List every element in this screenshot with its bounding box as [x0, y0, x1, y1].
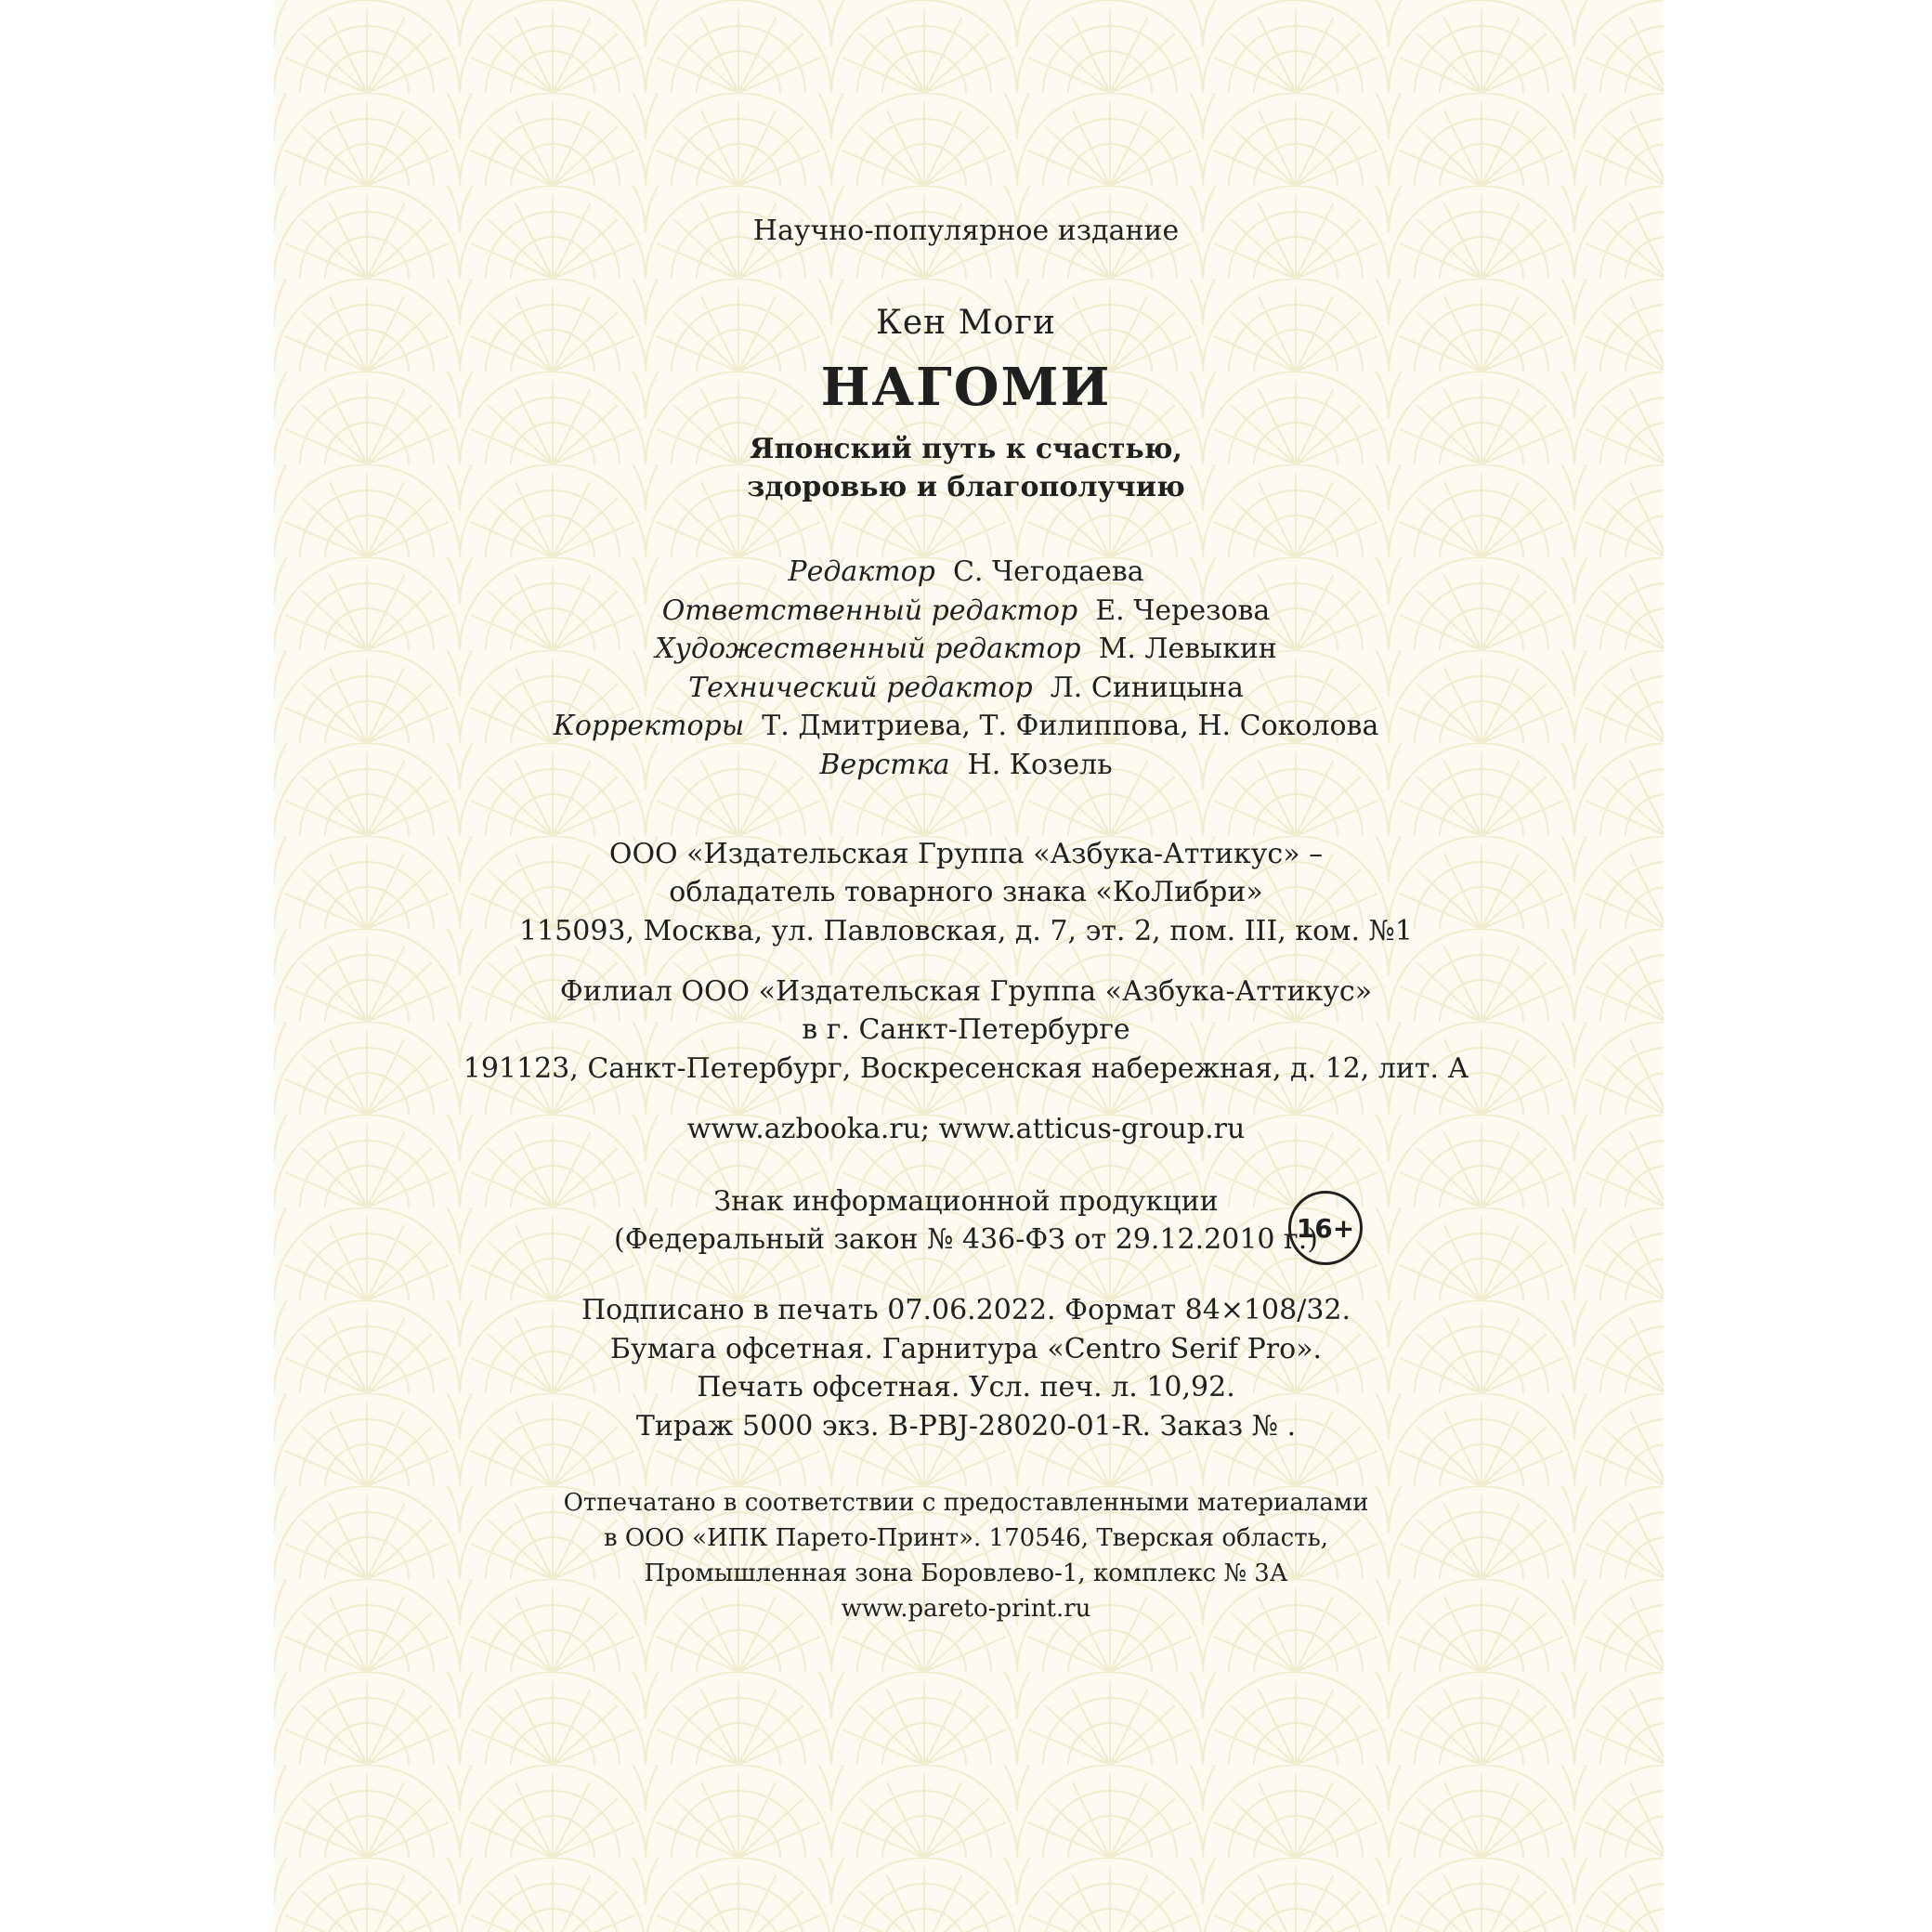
credit-line — [0, 594, 1932, 628]
info-sign-line: Знак информационной продукции — [713, 1185, 1219, 1218]
credit-line — [0, 672, 1932, 705]
credit-name: Е. Черезова — [1095, 594, 1271, 627]
credit-role: Ответственный редактор — [661, 594, 1078, 627]
credit-role: Верстка — [819, 749, 950, 781]
credit-line — [0, 710, 1932, 743]
credit-role: Редактор — [788, 555, 935, 588]
credit-line — [0, 749, 1932, 782]
credit-name: С. Чегодаева — [952, 555, 1144, 588]
print-info-line: Подписано в печать 07.06.2022. Формат 84×108/32. — [581, 1294, 1351, 1326]
author-name: Кен Моги — [876, 304, 1056, 342]
branch-address: 191123, Санкт-Петербург, Воскресенская набережная, д. 12, лит. А — [463, 1052, 1469, 1085]
credit-role: Корректоры — [553, 710, 745, 742]
publisher-address: 115093, Москва, ул. Павловская, д. 7, эт. 2, пом. III, ком. №1 — [518, 915, 1414, 947]
print-info-line: Бумага офсетная. Гарнитура «Centro Serif Pro». — [609, 1333, 1323, 1365]
age-rating-badge: 16+ — [1288, 1191, 1363, 1265]
subtitle-line-2: здоровью и благополучию — [747, 471, 1185, 503]
book-title: НАГОМИ — [820, 357, 1112, 418]
print-info-line: Печать офсетная. Усл. печ. л. 10,92. — [697, 1371, 1235, 1403]
credit-name: М. Левыкин — [1098, 633, 1277, 665]
printer-line: Отпечатано в соответствии с предоставленными материалами — [563, 1489, 1369, 1517]
credit-line — [0, 555, 1932, 589]
printer-line: Промышленная зона Боровлево-1, комплекс № 3А — [644, 1560, 1288, 1587]
printer-line: в ООО «ИПК Парето-Принт». 170546, Тверская область, — [603, 1524, 1329, 1552]
credit-name: Л. Синицына — [1050, 672, 1244, 704]
credit-name: Н. Козель — [967, 749, 1113, 781]
publisher-websites: www.azbooka.ru; www.atticus-group.ru — [686, 1113, 1246, 1145]
credit-role: Художественный редактор — [655, 633, 1081, 665]
print-info-line: Тираж 5000 экз. B-PBJ-28020-01-R. Заказ № . — [635, 1410, 1297, 1442]
credit-line — [0, 633, 1932, 666]
credit-name: Т. Дмитриева, Т. Филиппова, Н. Соколова — [762, 710, 1379, 742]
imprint-page — [274, 0, 1664, 1932]
printer-website: www.pareto-print.ru — [841, 1595, 1091, 1623]
subtitle-line-1: Японский путь к счастью, — [749, 433, 1182, 465]
branch-line: Филиал ООО «Издательская Группа «Азбука-Аттикус» — [559, 975, 1373, 1008]
edition-type: Научно-популярное издание — [752, 215, 1180, 247]
branch-line: в г. Санкт-Петербурге — [802, 1013, 1130, 1046]
credit-role: Технический редактор — [688, 672, 1033, 704]
publisher-line: обладатель товарного знака «КоЛибри» — [669, 876, 1263, 908]
publisher-line: ООО «Издательская Группа «Азбука-Аттикус» – — [608, 838, 1324, 870]
info-sign-law: (Федеральный закон № 436-ФЗ от 29.12.2010 г.) — [614, 1223, 1318, 1256]
